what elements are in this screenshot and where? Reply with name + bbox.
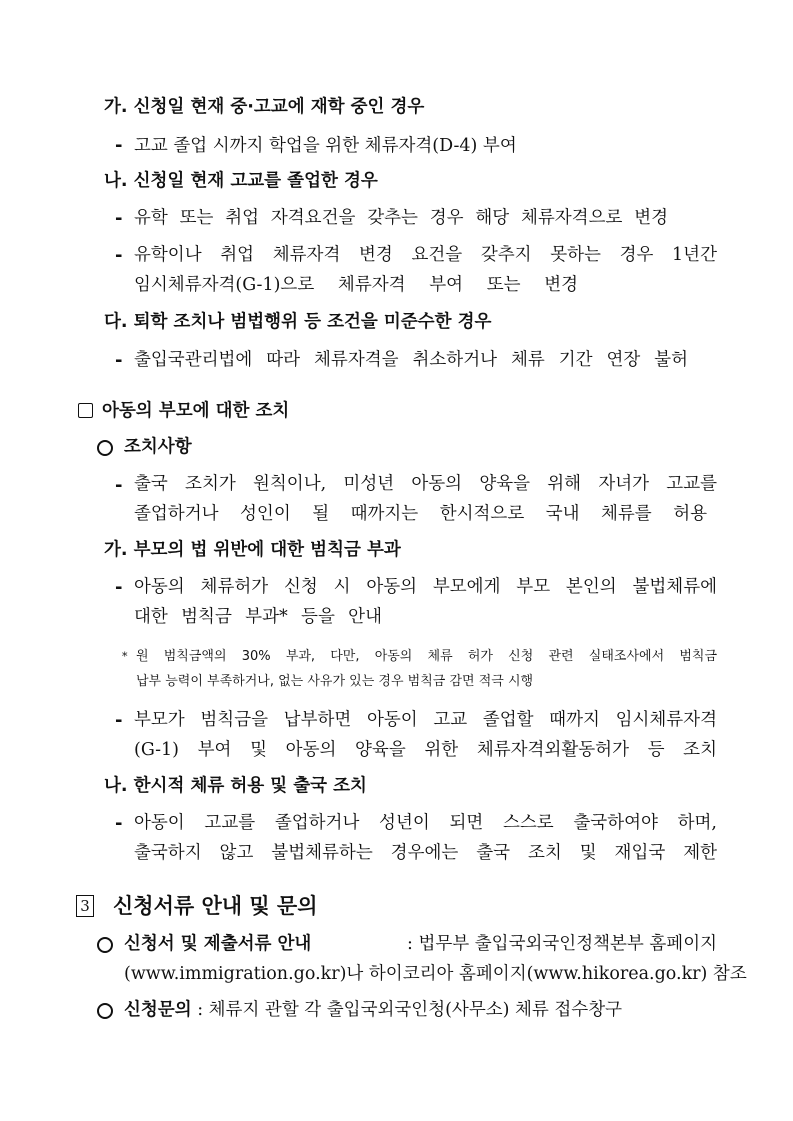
inquiry-line [124,998,622,1022]
docs-label: 신청서 및 제출서류 안내 [124,934,312,954]
heading-parents: 아동의 부모에 대한 조치 [102,401,290,421]
dash-bullet: - [115,245,123,266]
heading-na-2: 나. 한시적 체류 허용 및 출국 조치 [104,776,367,796]
circle-bullet-icon [97,937,113,953]
dash-bullet: - [115,135,123,156]
list-item-continued: 출국하지 않고 불법체류하는 경우에는 출국 조치 및 재입국 제한 [134,843,717,863]
inquiry-text: : 체류지 관할 각 출입국외국인청(사무소) 체류 접수창구 [191,1000,623,1020]
dash-bullet: - [115,208,123,229]
heading-measures: 조치사항 [124,437,192,457]
heading-ga-2: 가. 부모의 법 위반에 대한 범칙금 부과 [104,540,401,560]
list-item: 고교 졸업 시까지 학업을 위한 체류자격(D-4) 부여 [134,136,517,156]
list-item: 출국 조치가 원칙이나, 미성년 아동의 양육을 위해 자녀가 고교를 [134,474,717,494]
dash-bullet: - [115,350,123,371]
list-item-continued: 임시체류자격(G-1)으로 체류자격 부여 또는 변경 [134,275,578,295]
list-item: 아동의 체류허가 신청 시 아동의 부모에게 부모 본인의 불법체류에 [134,577,717,597]
circle-bullet-icon [97,1003,113,1019]
list-item-continued: 졸업하거나 성인이 될 때까지는 한시적으로 국내 체류를 허용 [134,504,707,524]
list-item: 부모가 범칙금을 납부하면 아동이 고교 졸업할 때까지 임시체류자격 [134,710,717,730]
heading-section-3: 신청서류 안내 및 문의 [113,894,318,918]
dash-bullet: - [115,710,123,731]
list-item-continued: (G-1) 부여 및 아동의 양육을 위한 체류자격외활동허가 등 조치 [134,740,717,760]
footnote-line: 납부 능력이 부족하거나, 없는 사유가 있는 경우 범칙금 감면 적극 시행 [136,674,534,689]
dash-bullet: - [115,475,123,496]
dash-bullet: - [115,813,123,834]
docs-line [124,932,717,956]
heading-na-1: 나. 신청일 현재 고교를 졸업한 경우 [104,171,378,191]
list-item: 아동이 고교를 졸업하거나 성년이 되면 스스로 출국하여야 하며, [134,813,717,833]
list-item: 유학이나 취업 체류자격 변경 요건을 갖추지 못하는 경우 1년간 [134,245,717,265]
inquiry-label: 신청문의 [124,1000,192,1020]
docs-line-continued: (www.immigration.go.kr)나 하이코리아 홈페이지(www.hikorea.go.kr) 참조 [124,964,747,984]
heading-da-1: 다. 퇴학 조치나 범법행위 등 조건을 미준수한 경우 [104,312,492,332]
square-bullet-icon [78,403,93,418]
list-item-continued: 대한 범칙금 부과* 등을 안내 [134,607,382,627]
section-number-box: 3 [76,895,94,917]
docs-text: : 법무부 출입국외국인정책본부 홈페이지 [407,934,717,954]
footnote-mark: * [122,650,128,663]
list-item: 유학 또는 취업 자격요건을 갖추는 경우 해당 체류자격으로 변경 [134,208,668,228]
heading-ga-1: 가. 신청일 현재 중·고교에 재학 중인 경우 [104,97,425,117]
list-item: 출입국관리법에 따라 체류자격을 취소하거나 체류 기간 연장 불허 [134,350,688,370]
circle-bullet-icon [97,440,113,456]
footnote-line: 원 범칙금액의 30% 부과, 다만, 아동의 체류 허가 신청 관련 실태조사에서 범칙금 [136,649,717,664]
dash-bullet: - [115,577,123,598]
